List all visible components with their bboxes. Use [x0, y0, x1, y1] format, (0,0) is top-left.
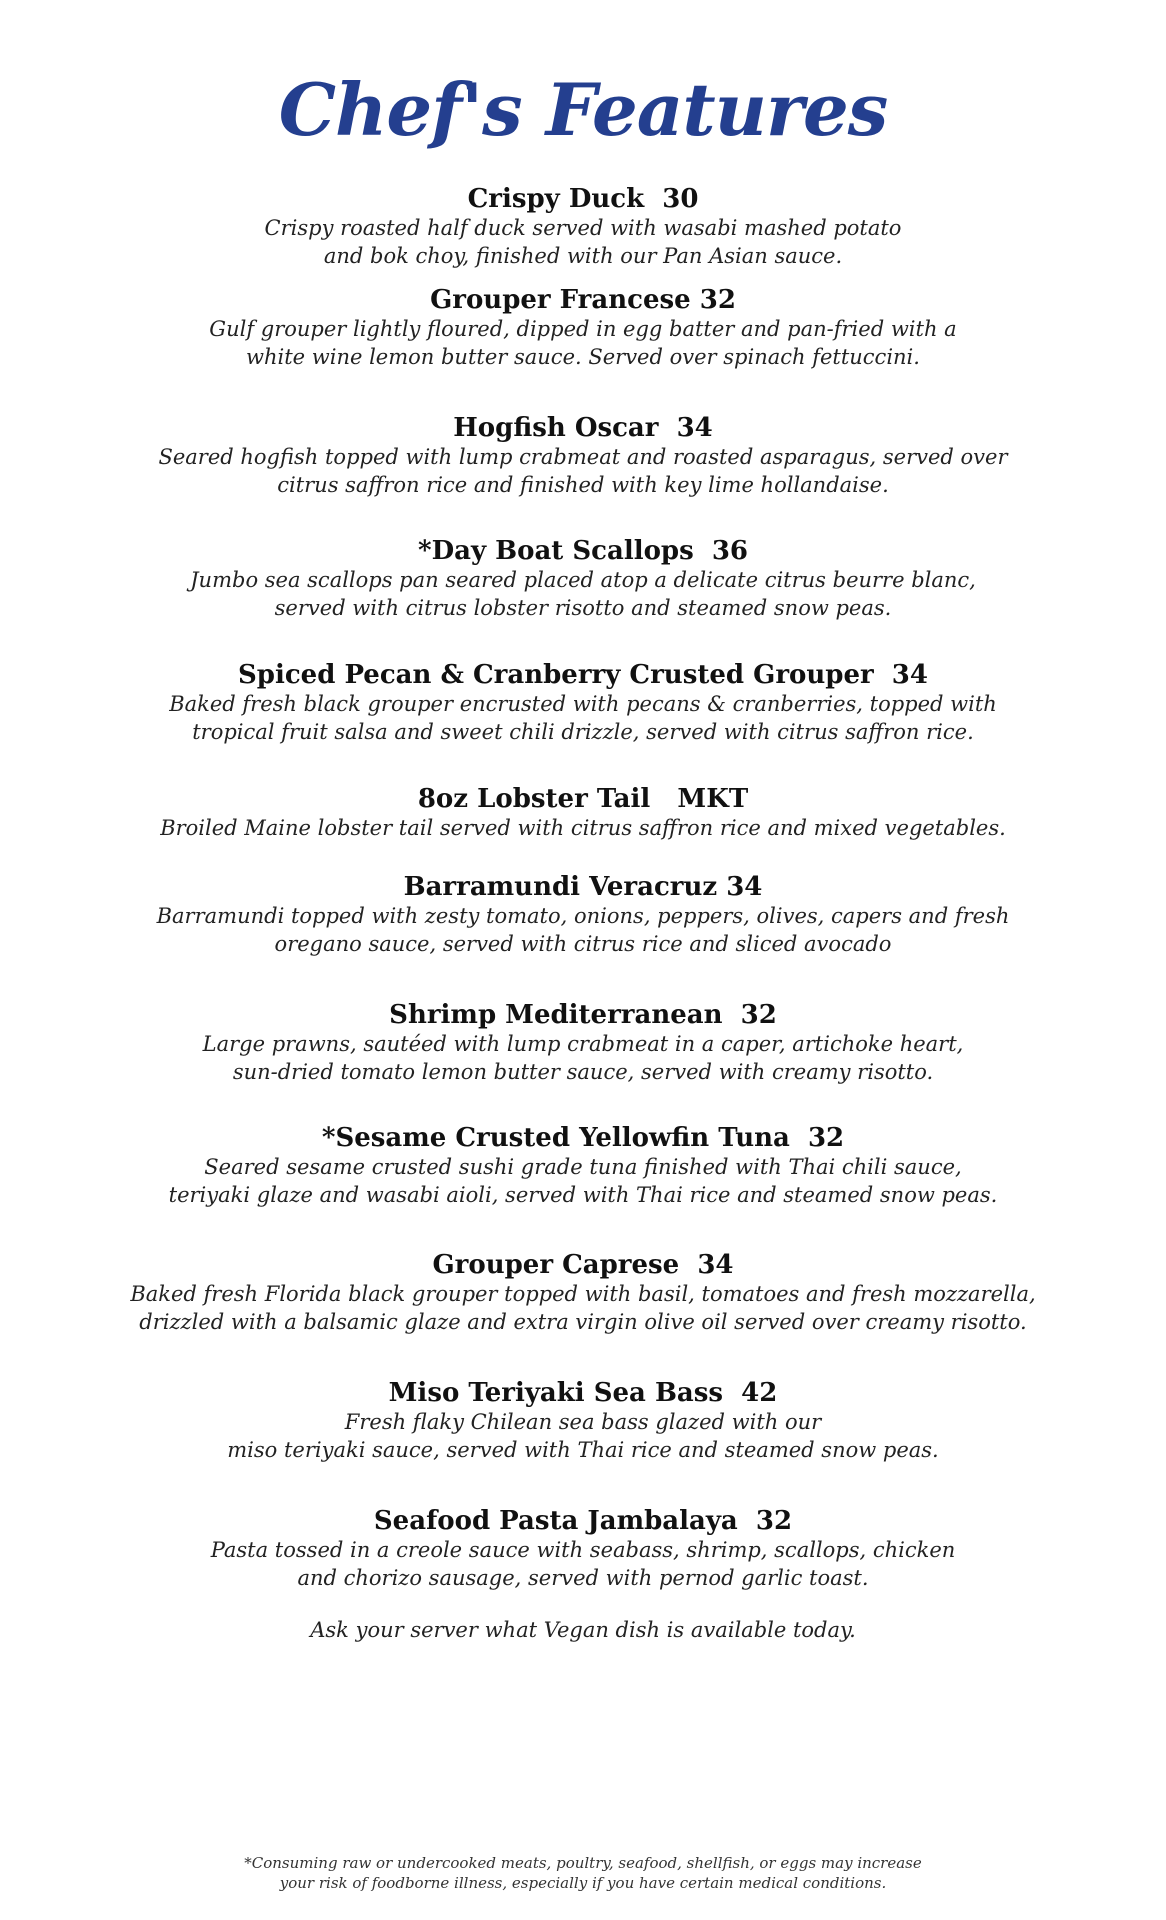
menu-item — [0, 660, 1166, 746]
item-name: Spiced Pecan & Cranberry Crusted Grouper 34 — [238, 660, 928, 690]
item-description — [0, 443, 1166, 499]
page-title: Chef's Features — [278, 67, 888, 152]
item-description-line: Large prawns, sautéed with lump crabmeat in a caper, artichoke heart, — [202, 1032, 964, 1056]
item-description — [0, 1030, 1166, 1086]
item-description-line: Gulf grouper lightly floured, dipped in egg batter and pan-fried with a — [209, 317, 957, 341]
vegan-note: Ask your server what Vegan dish is available today. — [310, 1618, 856, 1642]
menu-item — [0, 413, 1166, 499]
menu-item — [0, 1250, 1166, 1336]
menu-item — [0, 536, 1166, 622]
item-name: *Sesame Crusted Yellowfin Tuna 32 — [321, 1123, 845, 1153]
item-description-line: Fresh flaky Chilean sea bass glazed with our — [344, 1410, 822, 1434]
item-description-line: Crispy roasted half duck served with wasabi mashed potato — [264, 216, 902, 240]
item-name: Barramundi Veracruz 34 — [403, 872, 763, 902]
item-description — [0, 214, 1166, 270]
footnote-line: *Consuming raw or undercooked meats, poultry, seafood, shellfish, or eggs may increase — [244, 1854, 922, 1872]
item-description-line: and chorizo sausage, served with pernod garlic toast. — [297, 1566, 869, 1590]
item-description-line: citrus saffron rice and finished with key lime hollandaise. — [277, 473, 889, 497]
item-description-line: oregano sauce, served with citrus rice and sliced avocado — [274, 932, 892, 956]
item-name: Shrimp Mediterranean 32 — [389, 1000, 777, 1030]
menu-item — [0, 1506, 1166, 1592]
item-description-line: tropical fruit salsa and sweet chili drizzle, served with citrus saffron rice. — [192, 720, 974, 744]
item-description-line: Barramundi topped with zesty tomato, onions, peppers, olives, capers and fresh — [156, 904, 1010, 928]
item-description-line: drizzled with a balsamic glaze and extra virgin olive oil served over creamy risotto. — [139, 1310, 1027, 1334]
item-description — [0, 1536, 1166, 1592]
item-name: *Day Boat Scallops 36 — [417, 536, 749, 566]
item-description — [0, 690, 1166, 746]
item-name: Miso Teriyaki Sea Bass 42 — [388, 1378, 778, 1408]
item-description — [0, 814, 1166, 842]
item-description-line: Jumbo sea scallops pan seared placed atop a delicate citrus beurre blanc, — [190, 568, 976, 592]
menu-item — [0, 184, 1166, 270]
footnote-line: your risk of foodborne illness, especially if you have certain medical conditions. — [279, 1874, 887, 1892]
item-description — [0, 1280, 1166, 1336]
item-description-line: served with citrus lobster risotto and steamed snow peas. — [274, 596, 892, 620]
item-name: Crispy Duck 30 — [467, 184, 699, 214]
menu-item — [0, 285, 1166, 371]
item-description — [0, 566, 1166, 622]
menu-item — [0, 1378, 1166, 1464]
item-description — [0, 902, 1166, 958]
item-description-line: and bok choy, finished with our Pan Asian sauce. — [323, 244, 843, 268]
menu-item — [0, 872, 1166, 958]
item-description — [0, 1153, 1166, 1209]
item-description-line: Baked fresh Florida black grouper topped with basil, tomatoes and fresh mozzarella, — [130, 1282, 1036, 1306]
menu-item — [0, 1123, 1166, 1209]
item-description — [0, 315, 1166, 371]
item-description-line: Baked fresh black grouper encrusted with pecans & cranberries, topped with — [169, 692, 997, 716]
item-name: 8oz Lobster Tail MKT — [417, 784, 749, 814]
item-name: Seafood Pasta Jambalaya 32 — [373, 1506, 793, 1536]
item-description-line: Seared hogfish topped with lump crabmeat and roasted asparagus, served over — [158, 445, 1008, 469]
item-name: Grouper Francese 32 — [430, 285, 736, 315]
item-name: Hogfish Oscar 34 — [453, 413, 713, 443]
menu-item — [0, 784, 1166, 842]
item-description-line: miso teriyaki sauce, served with Thai rice and steamed snow peas. — [227, 1438, 939, 1462]
item-description-line: Pasta tossed in a creole sauce with seabass, shrimp, scallops, chicken — [210, 1538, 956, 1562]
item-description-line: teriyaki glaze and wasabi aioli, served with Thai rice and steamed snow peas. — [168, 1183, 998, 1207]
consumer-advisory-footnote — [0, 1853, 1166, 1893]
item-description-line: Seared sesame crusted sushi grade tuna finished with Thai chili sauce, — [204, 1155, 962, 1179]
item-name: Grouper Caprese 34 — [432, 1250, 734, 1280]
menu-item — [0, 1000, 1166, 1086]
item-description-line: Broiled Maine lobster tail served with citrus saffron rice and mixed vegetables. — [160, 816, 1006, 840]
item-description-line: sun-dried tomato lemon butter sauce, served with creamy risotto. — [232, 1060, 934, 1084]
item-description-line: white wine lemon butter sauce. Served over spinach fettuccini. — [246, 345, 920, 369]
item-description — [0, 1408, 1166, 1464]
